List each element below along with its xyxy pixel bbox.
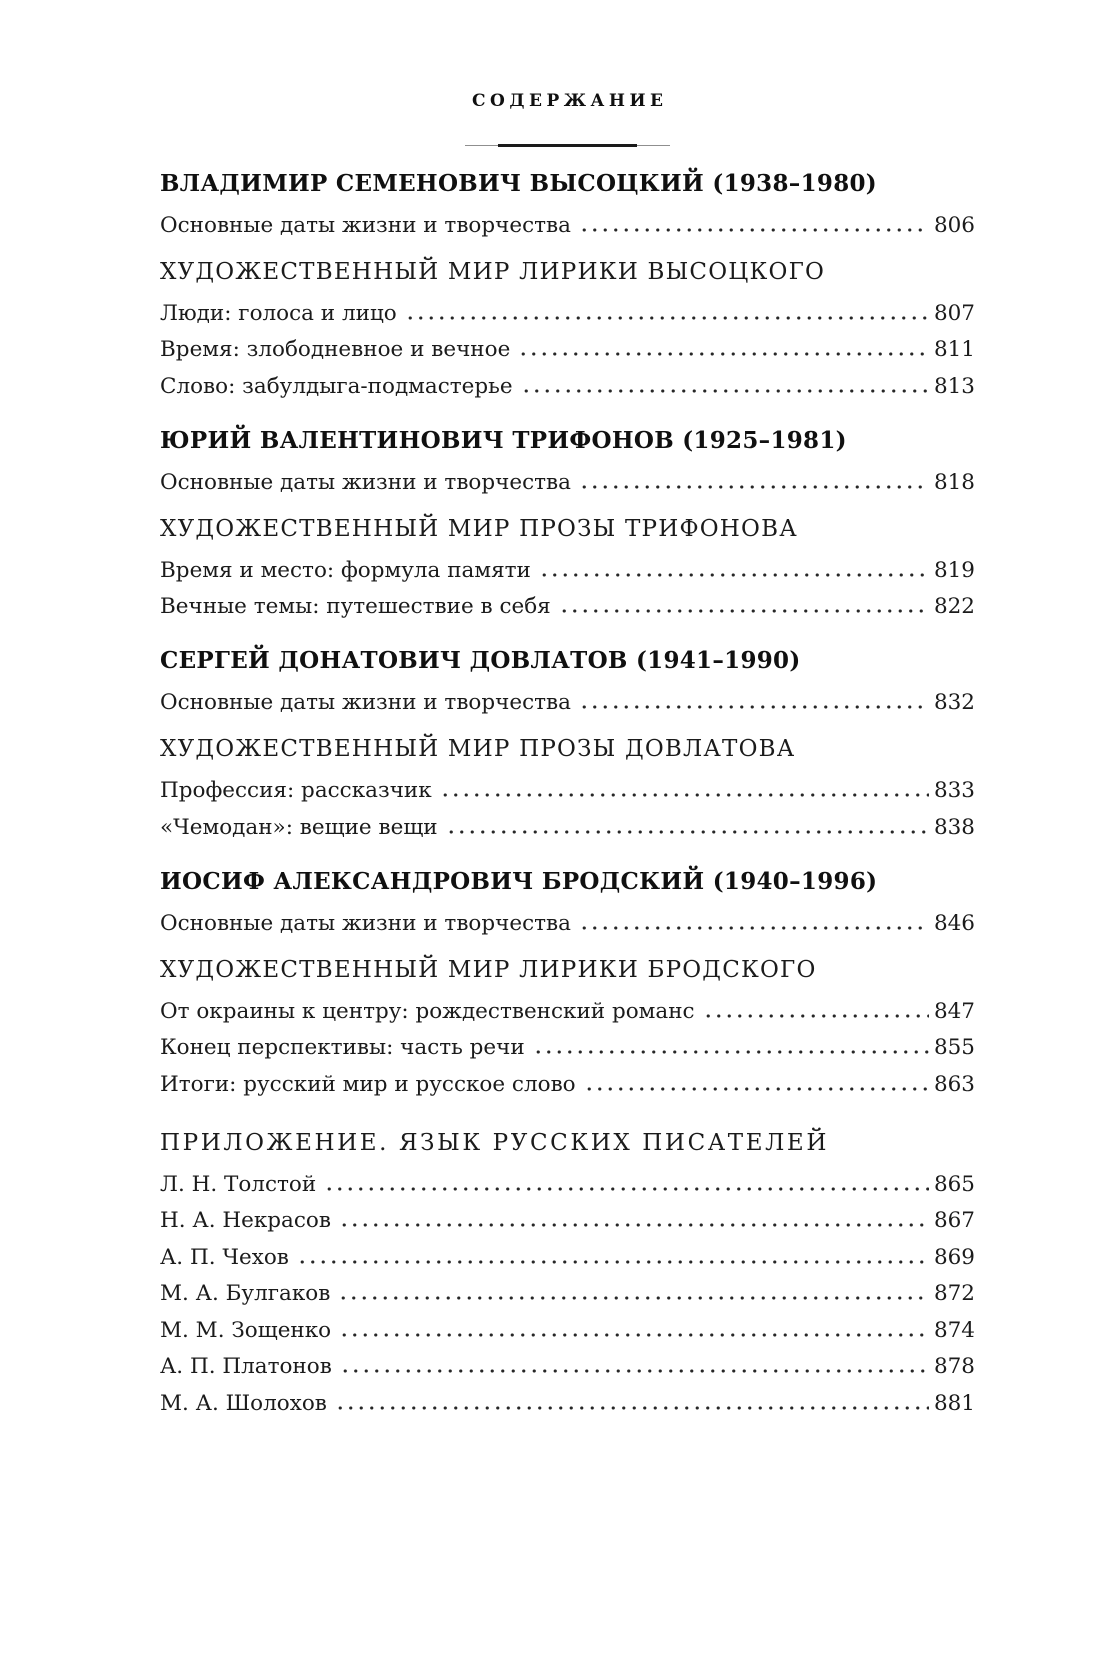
dot-leader — [405, 316, 929, 320]
toc-section-heading: ХУДОЖЕСТВЕННЫЙ МИР ПРОЗЫ ТРИФОНОВА — [160, 515, 798, 542]
toc-entry-page: 878 — [933, 1354, 975, 1379]
toc-entry-label: Конец перспективы: часть речи — [160, 1035, 525, 1060]
toc-entry-label: Время: злободневное и вечное — [160, 337, 511, 362]
toc-entry-label: Люди: голоса и лицо — [160, 300, 397, 326]
page-title: СОДЕРЖАНИЕ — [472, 91, 668, 111]
toc-appendix-heading: ПРИЛОЖЕНИЕ. ЯЗЫК РУССКИХ ПИСАТЕЛЕЙ — [160, 1129, 829, 1156]
toc-entry-label: «Чемодан»: вещие вещи — [160, 814, 438, 840]
dot-leader — [579, 705, 929, 709]
dot-leader — [335, 1406, 929, 1410]
toc-entry-page: 806 — [933, 212, 975, 238]
toc-entry-page: 819 — [933, 557, 975, 583]
toc-entry — [160, 332, 975, 369]
toc-entry-label: М. М. Зощенко — [160, 1317, 332, 1343]
toc-entry — [160, 369, 975, 406]
toc-entry-page: 822 — [933, 594, 975, 619]
toc-entry-label: Профессия: рассказчик — [160, 778, 432, 803]
dot-leader — [440, 793, 929, 797]
toc-entry — [160, 1167, 975, 1204]
decorative-divider — [465, 143, 670, 148]
toc-author-heading: ЮРИЙ ВАЛЕНТИНОВИЧ ТРИФОНОВ (1925–1981) — [160, 426, 847, 454]
toc-entry — [160, 1349, 975, 1386]
toc-entry — [160, 553, 975, 590]
toc-entry — [160, 589, 975, 626]
toc-entry — [160, 994, 975, 1031]
dot-leader — [446, 830, 929, 834]
toc-block — [160, 731, 975, 846]
toc-entry — [160, 1386, 975, 1423]
dot-leader — [539, 573, 929, 577]
dot-leader — [324, 1187, 929, 1191]
dot-leader — [579, 926, 929, 930]
toc-entry-label: А. П. Чехов — [160, 1244, 289, 1270]
toc-entry-label: Л. Н. Толстой — [160, 1171, 317, 1197]
dot-leader — [579, 228, 929, 232]
toc-block — [160, 1125, 975, 1423]
toc-entry-label: М. А. Шолохов — [160, 1390, 327, 1416]
toc-entry-page: 865 — [933, 1171, 975, 1197]
toc-entry-page: 855 — [933, 1035, 975, 1060]
dot-leader — [703, 1014, 929, 1018]
dot-leader — [518, 352, 929, 356]
toc-block — [160, 166, 975, 245]
toc-entry-page: 813 — [933, 373, 975, 399]
toc-entry-label: Основные даты жизни и творчества — [160, 910, 571, 936]
dot-leader — [297, 1260, 929, 1264]
toc-entry — [160, 208, 975, 245]
toc-block — [160, 864, 975, 943]
dot-leader — [579, 485, 929, 489]
dot-leader — [338, 1296, 929, 1300]
divider-thick-rule — [498, 144, 637, 147]
toc-entry-label: Основные даты жизни и творчества — [160, 469, 571, 495]
toc-entry-page: 847 — [933, 998, 975, 1024]
dot-leader — [559, 609, 929, 613]
toc-entry-label: М. А. Булгаков — [160, 1281, 331, 1306]
toc-entry — [160, 810, 975, 847]
toc-author-heading: СЕРГЕЙ ДОНАТОВИЧ ДОВЛАТОВ (1941–1990) — [160, 647, 801, 674]
toc-entry-page: 872 — [933, 1281, 975, 1306]
dot-leader — [533, 1050, 929, 1054]
toc-entry-page: 846 — [933, 910, 975, 936]
toc-entry — [160, 1030, 975, 1067]
dot-leader — [521, 389, 929, 393]
toc-entry — [160, 465, 975, 502]
toc-entry-label: Основные даты жизни и творчества — [160, 690, 571, 715]
toc-entry — [160, 1203, 975, 1240]
toc-block — [160, 952, 975, 1104]
toc-block — [160, 254, 975, 406]
toc-block — [160, 511, 975, 626]
toc-entry-label: От окраины к центру: рождественский романс — [160, 998, 695, 1024]
toc-entry-page: 811 — [933, 337, 975, 362]
toc-entry — [160, 296, 975, 333]
toc-entry-label: Вечные темы: путешествие в себя — [160, 594, 551, 619]
toc-entry — [160, 906, 975, 943]
toc-author-heading: ВЛАДИМИР СЕМЕНОВИЧ ВЫСОЦКИЙ (1938–1980) — [160, 169, 877, 197]
toc-list — [160, 166, 975, 1423]
toc-entry — [160, 1313, 975, 1350]
toc-entry-page: 818 — [933, 469, 975, 495]
toc-entry — [160, 773, 975, 810]
toc-entry — [160, 1067, 975, 1104]
toc-entry-page: 838 — [933, 814, 975, 840]
toc-entry — [160, 685, 975, 722]
toc-entry-label: Слово: забулдыга-подмастерье — [160, 373, 513, 399]
toc-entry — [160, 1240, 975, 1277]
toc-entry-label: Основные даты жизни и творчества — [160, 212, 571, 238]
toc-entry-page: 807 — [933, 300, 975, 326]
toc-block — [160, 423, 975, 502]
toc-entry-page: 863 — [933, 1071, 975, 1097]
toc-entry-page: 869 — [933, 1244, 975, 1270]
dot-leader — [340, 1369, 929, 1373]
toc-section-heading: ХУДОЖЕСТВЕННЫЙ МИР ЛИРИКИ ВЫСОЦКОГО — [160, 258, 826, 285]
toc-block — [160, 643, 975, 722]
toc-entry-page: 867 — [933, 1208, 975, 1233]
toc-entry — [160, 1276, 975, 1313]
dot-leader — [339, 1223, 929, 1227]
dot-leader — [339, 1333, 929, 1337]
toc-entry-label: А. П. Платонов — [160, 1354, 332, 1379]
toc-section-heading: ХУДОЖЕСТВЕННЫЙ МИР ПРОЗЫ ДОВЛАТОВА — [160, 736, 796, 762]
toc-entry-label: Итоги: русский мир и русское слово — [160, 1071, 576, 1097]
toc-entry-label: Н. А. Некрасов — [160, 1208, 331, 1233]
dot-leader — [584, 1087, 929, 1091]
toc-entry-page: 833 — [933, 778, 975, 803]
toc-entry-label: Время и место: формула памяти — [160, 557, 531, 583]
toc-entry-page: 832 — [933, 690, 975, 715]
toc-section-heading: ХУДОЖЕСТВЕННЫЙ МИР ЛИРИКИ БРОДСКОГО — [160, 956, 817, 983]
toc-entry-page: 881 — [933, 1390, 975, 1416]
toc-author-heading: ИОСИФ АЛЕКСАНДРОВИЧ БРОДСКИЙ (1940–1996) — [160, 867, 878, 895]
toc-entry-page: 874 — [933, 1317, 975, 1343]
